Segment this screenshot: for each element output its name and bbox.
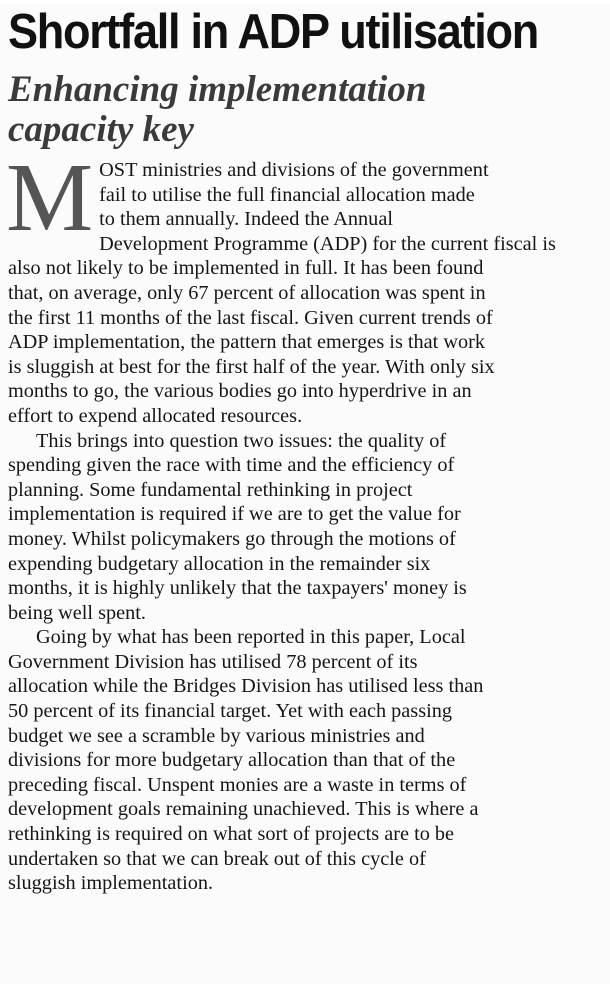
paragraph-line: to them annually. Indeed the Annual (99, 208, 393, 231)
paragraph-line: budget we see a scramble by various ministries and (8, 724, 425, 747)
paragraph-line: being well spent. (8, 601, 146, 624)
subheadline-line-2: capacity key (8, 109, 194, 150)
paragraph-line: also not likely to be implemented in full. It has been found (8, 257, 484, 280)
paragraph-line: divisions for more budgetary allocation than that of the (8, 749, 456, 772)
paragraph-line: development goals remaining unachieved. This is where a (8, 798, 479, 821)
paragraph-line: rethinking is required on what sort of projects are to be (8, 823, 455, 846)
newspaper-clipping (0, 4, 610, 984)
paragraph-line: months, it is highly unlikely that the taxpayers' money is (8, 577, 467, 600)
paragraph-line: ADP implementation, the pattern that emerges is that work (8, 331, 486, 354)
paragraph-line: preceding fiscal. Unspent monies are a waste in terms of (8, 773, 467, 796)
paragraph-line: expending budgetary allocation in the remainder six (8, 552, 431, 575)
paragraph-line: money. Whilst policymakers go through the motions of (8, 527, 456, 550)
paragraph-line: that, on average, only 67 percent of allocation was spent in (8, 281, 486, 304)
subheadline-line-1: Enhancing implementation (8, 69, 427, 110)
headline: Shortfall in ADP utilisation (8, 5, 538, 59)
paragraph-line: months to go, the various bodies go into hyperdrive in an (8, 380, 472, 403)
paragraph-line: This brings into question two issues: the quality of (36, 429, 447, 452)
drop-cap: M (6, 144, 94, 252)
paragraph-line: 50 percent of its financial target. Yet with each passing (8, 700, 453, 723)
paragraph-3 (8, 625, 602, 896)
paragraph-line: the first 11 months of the last fiscal. Given current trends of (8, 306, 493, 329)
paragraph-line: undertaken so that we can break out of this cycle of (8, 847, 426, 870)
paragraph-line: Government Division has utilised 78 percent of its (8, 650, 418, 673)
subheadline (8, 70, 602, 150)
paragraph-line: planning. Some fundamental rethinking in project (8, 478, 413, 501)
paragraph-line: sluggish implementation. (8, 872, 214, 895)
paragraph-2 (8, 429, 602, 626)
paragraph-line: Going by what has been reported in this paper, Local (36, 626, 466, 649)
paragraph-1 (6, 144, 602, 429)
paragraph-line: fail to utilise the full financial allocation made (99, 183, 475, 206)
paragraph-line: spending given the race with time and the efficiency of (8, 454, 455, 477)
paragraph-line: effort to expend allocated resources. (8, 404, 303, 427)
paragraph-line: implementation is required if we are to get the value for (8, 503, 461, 526)
article-body (6, 144, 602, 896)
paragraph-line: OST ministries and divisions of the government (99, 159, 489, 181)
paragraph-line: is sluggish at best for the first half of the year. With only six (8, 355, 495, 378)
paragraph-line: allocation while the Bridges Division has utilised less than (8, 675, 484, 698)
paragraph-line: Development Programme (ADP) for the current fiscal is (99, 232, 556, 255)
